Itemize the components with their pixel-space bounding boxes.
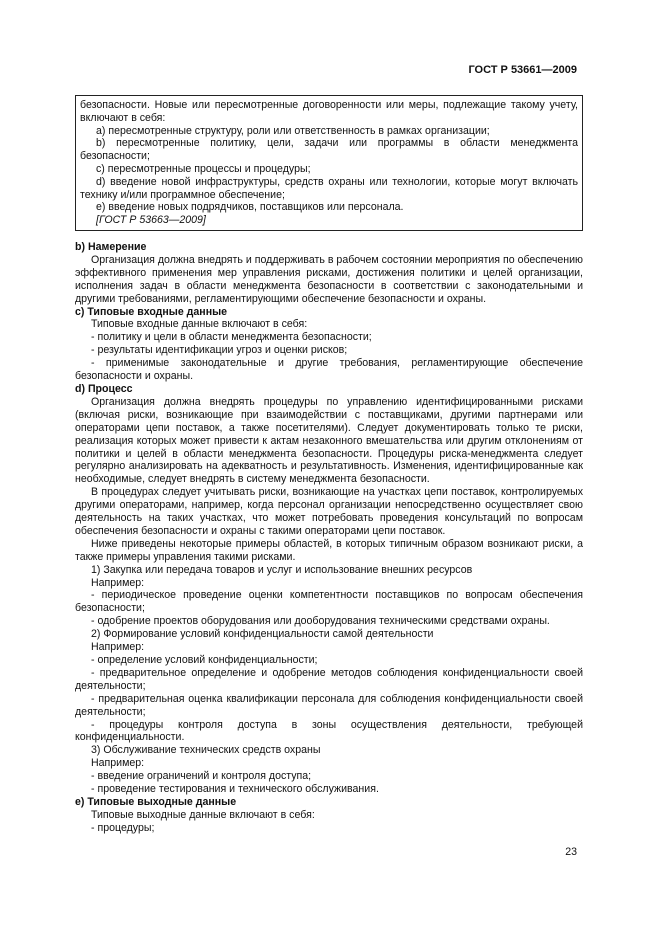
document-header: ГОСТ Р 53661—2009 [468, 64, 577, 76]
quoted-definition-box [75, 95, 583, 231]
paragraph: Например: [91, 757, 145, 770]
paragraph: Например: [91, 576, 145, 589]
box-line: a) пересмотренные структуру, роли или ответственность в рамках организации; [96, 124, 490, 137]
section-heading: b) Намерение [75, 241, 147, 253]
paragraph: Организация должна внедрять процедуры по управлению идентифицированными рисками (включая риски, возникающие при взаимодействии с поставщиками, другими партнерами или операторами цепи поставок, а также посетителями). Следует документировать только те риски, реализация которых может привести к актам незаконного вмешательства или другим отклонениям от политики и целей в области менеджмента безопасности. Процедуры риска-менеджмента следует регулярно анализировать на адекватность и результативность. Изменения, идентифицированные как необходимые, следует внедрять в систему менеджмента безопасности. [75, 395, 583, 486]
paragraph: 1) Закупка или передача товаров и услуг и использование внешних ресурсов [91, 563, 473, 576]
paragraph: - предварительная оценка квалификации персонала для соблюдения конфиденциальности своей деятельности; [75, 692, 583, 718]
paragraph: 2) Формирование условий конфиденциальности самой деятельности [91, 628, 434, 641]
paragraph: - определение условий конфиденциальности; [91, 654, 318, 666]
box-line: c) пересмотренные процессы и процедуры; [96, 162, 311, 175]
box-reference: [ГОСТ Р 53663—2009] [96, 214, 206, 227]
paragraph: Типовые выходные данные включают в себя: [91, 808, 315, 821]
section-heading: c) Типовые входные данные [75, 305, 228, 318]
section-heading: e) Типовые выходные данные [75, 795, 237, 808]
paragraph: Например: [91, 641, 145, 654]
paragraph: - предварительное определение и одобрение методов соблюдения конфиденциальности своей деятельности; [75, 666, 583, 692]
page-number: 23 [565, 846, 577, 858]
paragraph: - применимые законодательные и другие требования, регламентирующие обеспечение безопасности и охраны. [75, 357, 583, 383]
paragraph: - процедуры; [91, 821, 155, 834]
paragraph: - политику и цели в области менеджмента безопасности; [91, 331, 372, 344]
paragraph: В процедурах следует учитывать риски, возникающие на участках цепи поставок, контролируемых другими операторами, например, когда персонал организации непосредственно осуществляет свою деятельность на таких участках, что может потребовать проведения консультаций по вопросам обеспечения безопасности и охраны с такими операторами цепи поставок. [75, 486, 583, 537]
main-text [75, 241, 583, 835]
section-heading: d) Процесс [75, 382, 133, 395]
paragraph: Организация должна внедрять и поддерживать в рабочем состоянии мероприятия по обеспечению эффективного применения мер управления рисками, достижения политики и целей организации, исполнения задач в области менеджмента безопасности в соответствии с законодательными и другими требованиями, регламентирующими обеспечение безопасности и охраны. [75, 253, 583, 305]
paragraph: Типовые входные данные включают в себя: [91, 318, 308, 331]
box-line: b) пересмотренные политику, цели, задачи или программы в области менеджмента безопасности; [80, 137, 578, 163]
paragraph: - периодическое проведение оценки компетентности поставщиков по вопросам обеспечения безопасности; [75, 589, 583, 615]
paragraph: Ниже приведены некоторые примеры областей, в которых типичным образом возникают риски, а также примеры управления такими рисками. [75, 537, 583, 563]
paragraph: - введение ограничений и контроля доступа; [91, 770, 312, 783]
box-line: безопасности. Новые или пересмотренные договоренности или меры, подлежащие такому учету, включают в себя: [80, 99, 578, 124]
paragraph: - процедуры контроля доступа в зоны осуществления деятельности, требующей конфиденциальности. [75, 718, 583, 744]
paragraph: - проведение тестирования и технического обслуживания. [91, 783, 379, 796]
paragraph: - результаты идентификации угроз и оценки рисков; [91, 344, 348, 357]
paragraph: 3) Обслуживание технических средств охраны [91, 744, 321, 757]
box-line: d) введение новой инфраструктуры, средств охраны или технологии, которые могут включать технику и/или программное обеспечение; [80, 175, 578, 201]
box-line: e) введение новых подрядчиков, поставщиков или персонала. [96, 201, 404, 214]
paragraph: - одобрение проектов оборудования или дооборудования техническими средствами охраны. [91, 615, 550, 628]
